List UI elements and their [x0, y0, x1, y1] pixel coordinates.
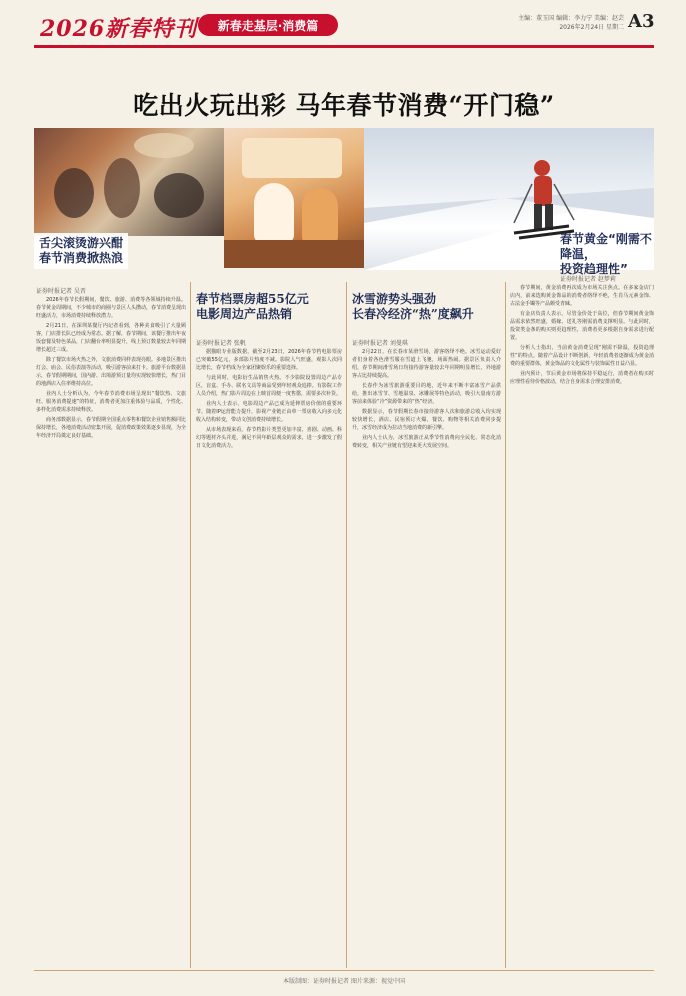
article-1-paragraph: 除了餐饮市场火热之外，文旅消费同样表现亮眼。多地景区推出灯会、庙会、民俗表演等活动，吸引游客前来打卡。旅游平台数据显示，春节假期期间，国内游、出境游预订量均实现较快增长，热门目的地酒店入住率维持高位。 [36, 357, 186, 387]
article-2-title-line: 春节档票房超55亿元 [196, 292, 309, 306]
header-rule [34, 45, 654, 48]
photo1-caption-line: 舌尖滚烫游兴酣 [39, 236, 124, 250]
photo3-caption [560, 232, 660, 277]
article-2-body [196, 348, 342, 968]
article-2-title-line: 电影周边产品热销 [196, 307, 293, 321]
article-1-body [36, 296, 186, 968]
article-2-paragraph: 业内人士表示，电影周边产品已成为延伸票房价值的重要环节。随着IP运营能力提升，影视产业链正由单一票房收入向多元化收入结构转变，带动文创消费持续增长。 [196, 401, 342, 423]
photo1-caption [34, 233, 128, 269]
photo3-caption-box [560, 232, 660, 277]
article-4-byline: 证券时报记者 赵梦莉 [560, 276, 616, 283]
article-3-paragraph: 业内人士认为，冰雪旅游正从季节性消费向全民化、常态化消费转变，相关产业链有望迎来更大发展空间。 [352, 435, 501, 449]
article-2-byline: 证券时报记者 张帆 [196, 340, 246, 347]
article-3-title-line: 冰雪游势头强劲 [352, 292, 437, 306]
article-3-title [352, 292, 512, 322]
footer-rule [34, 970, 654, 971]
article-2-paragraph: 从市场表现来看，春节档影片类型更加丰富，喜剧、动画、科幻等题材齐头并进，满足不同年龄层观众的需求，进一步激发了假日文化消费活力。 [196, 427, 342, 449]
header-meta-line: 2026年2月24日 星期二 [559, 24, 624, 31]
article-3-paragraph: 长春作为冰雪旅游重要目的地，近年来不断丰富冰雪产品供给，推出冰雪节、雪地温泉、冰雕展等特色活动，吸引大量南方游客前来体验“冷”资源带来的“热”经济。 [352, 383, 501, 405]
article-3-byline: 证券时报记者 刘曼琪 [352, 340, 408, 347]
article-3-title-line: 长春冷经济“热”度飙升 [352, 307, 474, 321]
article-1-paragraph: 业内人士分析认为，今年春节消费市场呈现出“餐饮热、文旅旺、服务消费提速”的特征，消费者更加注重体验与品质，个性化、多样化消费需求持续释放。 [36, 391, 186, 413]
article-3-body [352, 348, 501, 968]
photo-shopping-street [34, 128, 224, 236]
article-4-paragraph: 业内预计，节后黄金市场将保持平稳运行，消费者在购买时应理性看待价格波动，结合自身需求合理安排消费。 [510, 371, 654, 385]
article-4-body [510, 284, 654, 968]
article-1-paragraph: 商务部数据显示，春节假期全国重点零售和餐饮企业销售额同比保持增长，各地消费活动密集开展，促消费政策效果逐步显现，为全年经济开局奠定良好基础。 [36, 417, 186, 439]
article-4-paragraph: 分析人士指出，当前黄金消费呈现“刚需不降温，投资趋理性”的特点。随着产品设计不断创新，年轻消费者逐渐成为黄金消费的重要群体，黄金饰品的文化属性与装饰属性日益凸显。 [510, 345, 654, 367]
article-2-paragraph: 与此同时，电影衍生品销售火热。不少影院设置周边产品专区，盲盒、手办、联名文具等商品受到年轻观众追捧。有影院工作人员介绍，热门影片周边在上映首周便一度售罄，需要多次补货。 [196, 375, 342, 397]
photo1-caption-line: 春节消费掀热浪 [39, 251, 124, 265]
photo3-caption-line: 春节黄金“刚需不降温， [560, 232, 652, 261]
masthead-title: 2026新春特刊 [40, 16, 198, 42]
article-3-paragraph: 2月22日，在长春市某滑雪场，游客络绎不绝。冰雪运动爱好者们身着各色滑雪服在雪道上飞驰，场面热闹。据景区负责人介绍，春节期间滑雪场日均接待游客量较去年同期明显增长，外地游客占比持续提高。 [352, 349, 501, 379]
photo1-caption-box [34, 233, 128, 269]
photo-new-year-display [224, 128, 364, 268]
column-divider [190, 282, 191, 968]
column-divider [346, 282, 347, 968]
section-label-text: 新春走基层·消费篇 [217, 18, 319, 33]
article-1-byline: 证券时报记者 吴晋 [36, 288, 86, 295]
article-4-paragraph: 春节期间，黄金消费再次成为市场关注焦点。在多家金店门店内，前来选购黄金饰品的消费者络绎不绝，生肖马元素金饰、古法金手镯等产品颇受青睐。 [510, 285, 654, 307]
column-divider [505, 282, 506, 968]
article-4-paragraph: 有金店负责人表示，尽管金价处于高位，但春节期间黄金饰品需求依然旺盛，婚嫁、送礼等刚需消费支撑明显。与此同时，投资类金条的购买则更趋理性，消费者更多根据自身需求进行配置。 [510, 311, 654, 341]
article-2-title [196, 292, 346, 322]
article-2-paragraph: 据猫眼专业版数据，截至2月23日，2026年春节档电影票房已突破55亿元，多部影片热度不减。影院人气旺盛，观影人次同比增长，春节档成为全家团聚娱乐的重要选择。 [196, 349, 342, 371]
photo3-caption-line: 投资趋理性” [560, 262, 628, 276]
page-footer: 本版制图：证券时报记者 图片来源：视觉中国 [283, 978, 405, 985]
header-meta-line: 主编：董玉国 编辑：李力宁 美编：赵芸 [518, 15, 624, 22]
section-label [198, 14, 338, 36]
article-1-paragraph: 2026年春节长假期间，餐饮、旅游、消费等各领域持续升温。春节黄金周期间，不少城市的商圈与景区人头攒动，春节消费呈现出旺盛活力，市场消费持续释放潜力。 [36, 297, 186, 319]
header-meta [514, 14, 624, 32]
article-3-paragraph: 数据显示，春节假期长春市接待游客人次和旅游总收入均实现较快增长，酒店、民宿预订火爆，餐饮、购物等相关消费同步提升，冰雪经济成为拉动当地消费的新引擎。 [352, 409, 501, 431]
page-number: A3 [628, 11, 655, 32]
article-1-paragraph: 2月21日，在深圳某餐厅内记者看到，各种美食吸引了大量顾客，门店排长队已经成为常态。据了解，春节期间，该餐厅推出年夜饭套餐及特色菜品，门店翻台率明显提升，线上预订数量较去年同期增长超过三成。 [36, 323, 186, 353]
page-headline: 吃出火玩出彩 马年春节消费“开门稳” [133, 91, 555, 120]
